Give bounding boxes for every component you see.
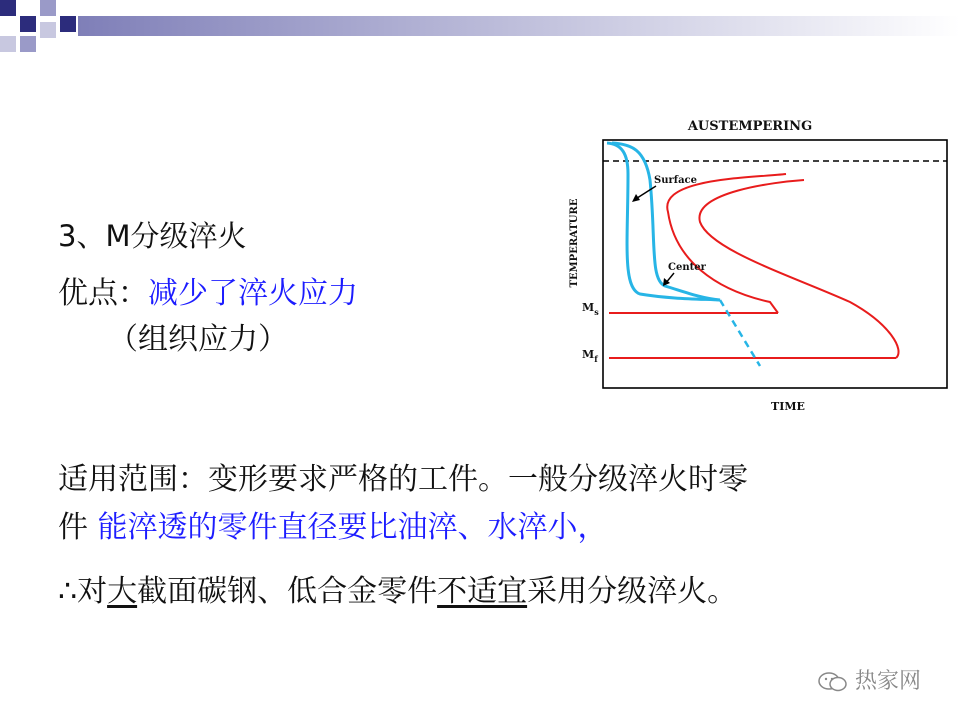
watermark-text: 热家网 [855,669,922,694]
advantage-sub: （组织应力） [108,322,288,357]
center-label: Center [668,262,706,273]
conclusion-mid: 截面碳钢、低合金零件 [137,574,438,609]
scope-line-2-prefix: 件 [58,510,88,545]
top-decoration [0,0,960,60]
watermark [818,664,921,695]
wechat-icon [818,671,848,693]
conclusion-underline-2: 不适宜 [437,574,528,609]
ms-label: $M_s$ [582,301,599,317]
diagram-ylabel: TEMPERATURE [569,198,580,288]
diagram-xlabel: TIME [771,400,805,413]
conclusion-suffix: 采用分级淬火。 [527,574,738,609]
scope-line-1: 适用范围：变形要求严格的工件。一般分级淬火时零 [58,462,748,497]
conclusion-line [58,566,737,610]
mf-label: $M_f$ [582,348,598,364]
surface-arrowhead [632,194,640,202]
austempering-diagram [560,110,960,420]
advantage-label: 优点： [58,276,148,311]
conclusion-underline-1: 大 [107,574,138,609]
advantage-line [58,268,358,312]
finish-curve [699,180,898,358]
scope-line-2 [58,502,608,546]
cooling-continuation [720,300,760,366]
surface-label: Surface [654,175,697,186]
surface-cooling-curve [607,143,720,300]
scope-line-2-highlight: 能淬透的零件直径要比油淬、水淬小， [97,510,608,545]
advantage-text: 减少了淬火应力 [148,276,358,311]
diagram-title: AUSTEMPERING [687,119,813,134]
conclusion-prefix: ∴对 [58,574,108,609]
slide-heading: 3、M分级淬火 [58,219,247,253]
